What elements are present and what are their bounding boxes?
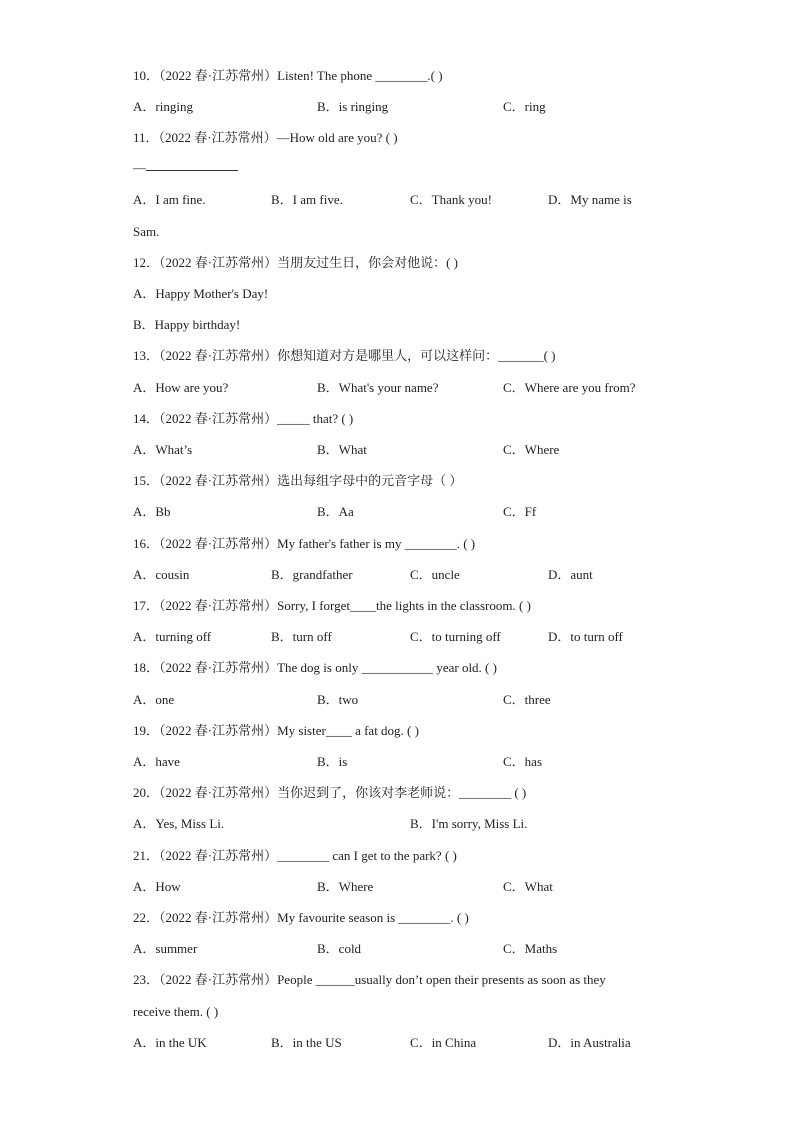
question-19: 19．（2022 春·江苏常州）My sister____ a fat dog. ( ) bbox=[133, 723, 419, 738]
option-21-a: A．How bbox=[133, 879, 181, 894]
question-15: 15．（2022 春·江苏常州）选出每组字母中的元音字母（ ） bbox=[133, 473, 463, 488]
question-10: 10．（2022 春·江苏常州）Listen! The phone ________.( ) bbox=[133, 68, 443, 83]
option-19-b: B．is bbox=[317, 754, 348, 769]
question-11: 11．（2022 春·江苏常州）—How old are you? ( ) bbox=[133, 130, 398, 145]
option-13-c: C．Where are you from? bbox=[503, 380, 636, 395]
option-15-a: A．Bb bbox=[133, 504, 171, 519]
option-18-c: C．three bbox=[503, 692, 551, 707]
option-11-d-continuation: Sam. bbox=[133, 224, 160, 239]
option-14-a: A．What’s bbox=[133, 442, 193, 457]
option-14-b: B．What bbox=[317, 442, 367, 457]
option-16-d: D．aunt bbox=[548, 567, 593, 582]
option-13-a: A．How are you? bbox=[133, 380, 229, 395]
question-17: 17．（2022 春·江苏常州）Sorry, I forget____the lights in the classroom. ( ) bbox=[133, 598, 531, 613]
option-22-a: A．summer bbox=[133, 941, 198, 956]
option-17-b: B．turn off bbox=[271, 629, 332, 644]
option-23-a: A．in the UK bbox=[133, 1035, 207, 1050]
option-16-c: C．uncle bbox=[410, 567, 460, 582]
option-11-c: C．Thank you! bbox=[410, 192, 492, 207]
option-17-c: C．to turning off bbox=[410, 629, 501, 644]
option-14-c: C．Where bbox=[503, 442, 560, 457]
option-16-b: B．grandfather bbox=[271, 567, 353, 582]
option-12-b: B．Happy birthday! bbox=[133, 317, 241, 332]
question-20: 20．（2022 春·江苏常州）当你迟到了，你该对李老师说：________ ( ) bbox=[133, 785, 527, 800]
question-23-continuation: receive them. ( ) bbox=[133, 1004, 219, 1019]
option-10-c: C．ring bbox=[503, 99, 546, 114]
option-15-b: B．Aa bbox=[317, 504, 354, 519]
option-20-b: B．I'm sorry, Miss Li. bbox=[410, 816, 528, 831]
answer-dash: — bbox=[133, 160, 146, 175]
option-23-d: D．in Australia bbox=[548, 1035, 631, 1050]
option-17-d: D．to turn off bbox=[548, 629, 623, 644]
option-22-c: C．Maths bbox=[503, 941, 558, 956]
option-21-b: B．Where bbox=[317, 879, 374, 894]
answer-blank-line bbox=[146, 170, 238, 171]
option-22-b: B．cold bbox=[317, 941, 362, 956]
question-13: 13．（2022 春·江苏常州）你想知道对方是哪里人，可以这样问：_______( ) bbox=[133, 348, 556, 363]
option-11-a: A．I am fine. bbox=[133, 192, 206, 207]
option-12-a: A．Happy Mother's Day! bbox=[133, 286, 269, 301]
option-21-c: C．What bbox=[503, 879, 553, 894]
option-10-a: A．ringing bbox=[133, 99, 193, 114]
option-11-d: D．My name is bbox=[548, 192, 632, 207]
question-16: 16．（2022 春·江苏常州）My father's father is my ________. ( ) bbox=[133, 536, 476, 551]
question-14: 14．（2022 春·江苏常州）_____ that? ( ) bbox=[133, 411, 354, 426]
option-13-b: B．What's your name? bbox=[317, 380, 439, 395]
option-23-c: C．in China bbox=[410, 1035, 477, 1050]
question-22: 22．（2022 春·江苏常州）My favourite season is ________. ( ) bbox=[133, 910, 469, 925]
option-11-b: B．I am five. bbox=[271, 192, 343, 207]
question-12: 12．（2022 春·江苏常州）当朋友过生日，你会对他说：( ) bbox=[133, 255, 458, 270]
option-19-c: C．has bbox=[503, 754, 543, 769]
option-17-a: A．turning off bbox=[133, 629, 212, 644]
option-18-a: A．one bbox=[133, 692, 175, 707]
option-23-b: B．in the US bbox=[271, 1035, 342, 1050]
option-18-b: B．two bbox=[317, 692, 359, 707]
question-23: 23．（2022 春·江苏常州）People ______usually don’t open their presents as soon as they bbox=[133, 972, 606, 987]
option-15-c: C．Ff bbox=[503, 504, 537, 519]
option-20-a: A．Yes, Miss Li. bbox=[133, 816, 225, 831]
option-16-a: A．cousin bbox=[133, 567, 190, 582]
option-19-a: A．have bbox=[133, 754, 180, 769]
question-21: 21．（2022 春·江苏常州）________ can I get to the park? ( ) bbox=[133, 848, 457, 863]
question-18: 18．（2022 春·江苏常州）The dog is only ___________ year old. ( ) bbox=[133, 660, 497, 675]
option-10-b: B．is ringing bbox=[317, 99, 389, 114]
